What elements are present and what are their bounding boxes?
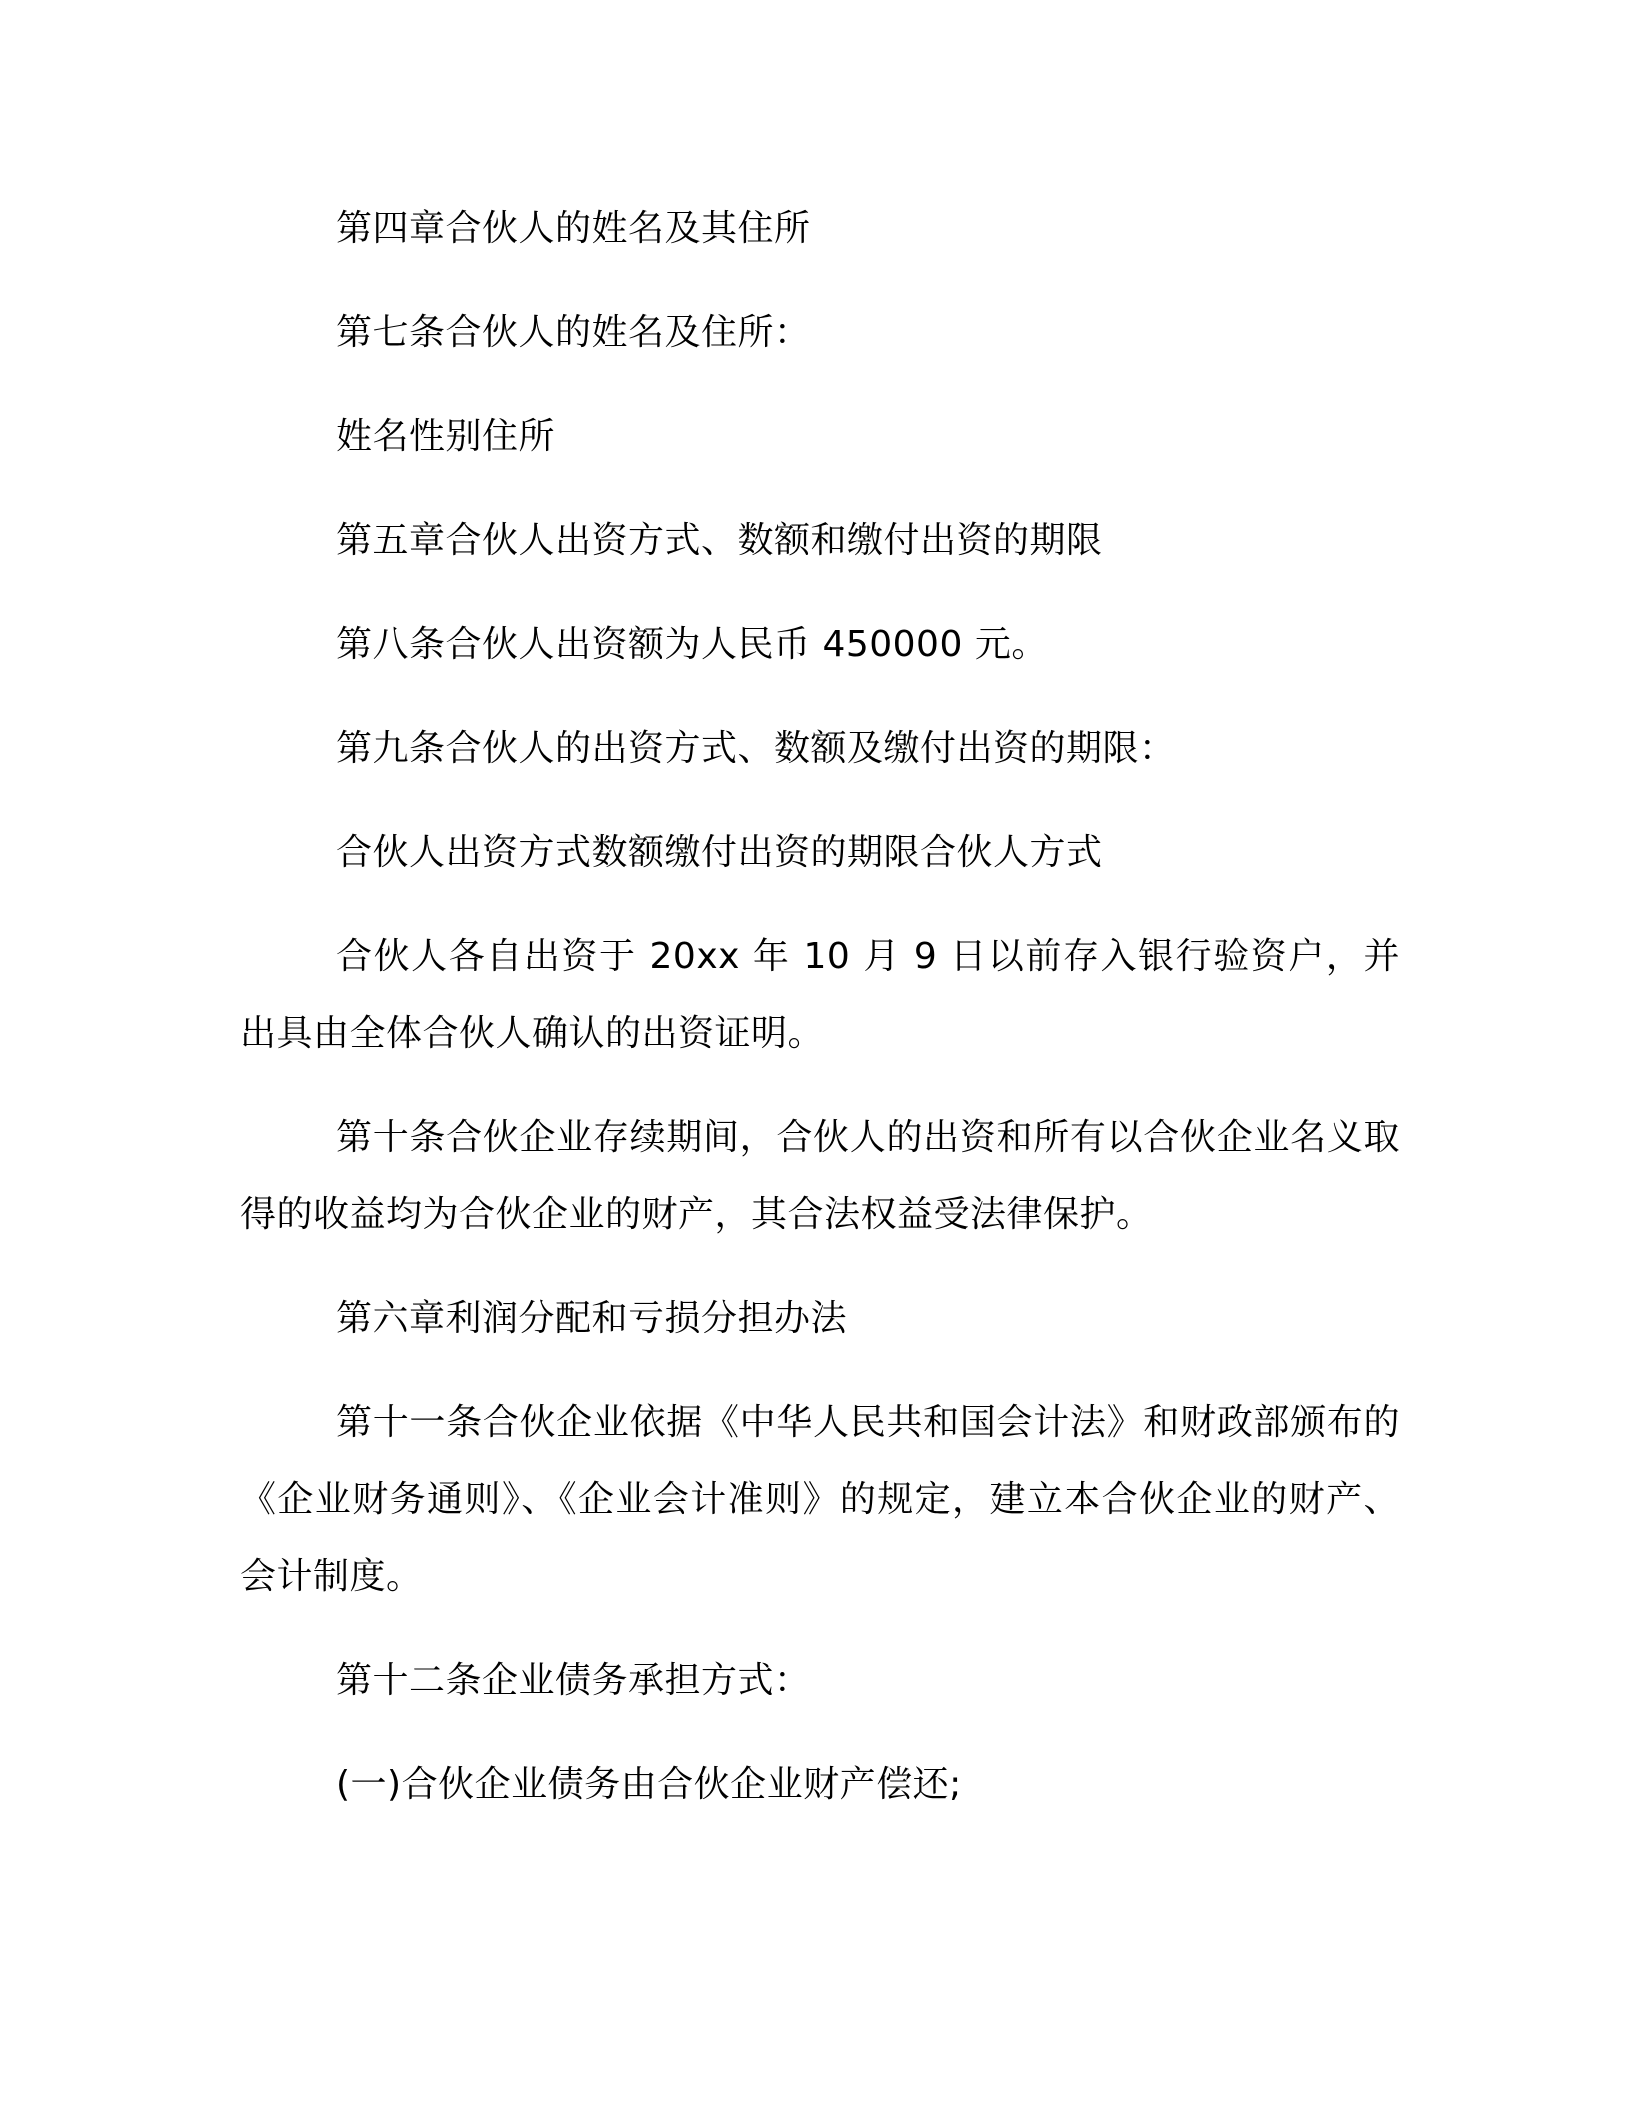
article-8: 第八条合伙人出资额为人民币 450000 元。 [336,624,1048,665]
contribution-deposit-paragraph: 合伙人各自出资于 20xx 年 10 月 9 日以前存入银行验资户，并出具由全体合伙人确认的出资证明。 [240,936,1400,1054]
document-body [240,190,1400,1823]
chapter-5-heading: 第五章合伙人出资方式、数额和缴付出资的期限 [336,520,1103,561]
article-12: 第十二条企业债务承担方式： [336,1660,811,1701]
chapter-6-heading: 第六章利润分配和亏损分担办法 [336,1298,848,1339]
partner-table-header: 姓名性别住所 [336,416,556,457]
article-7: 第七条合伙人的姓名及住所： [336,312,811,353]
article-11: 第十一条合伙企业依据《中华人民共和国会计法》和财政部颁布的《企业财务通则》、《企业会计准则》的规定，建立本合伙企业的财产、会计制度。 [240,1402,1400,1597]
article-10: 第十条合伙企业存续期间，合伙人的出资和所有以合伙企业名义取得的收益均为合伙企业的财产，其合法权益受法律保护。 [240,1117,1400,1235]
contribution-table-header: 合伙人出资方式数额缴付出资的期限合伙人方式 [336,832,1103,873]
article-9: 第九条合伙人的出资方式、数额及缴付出资的期限： [336,728,1176,769]
chapter-4-heading: 第四章合伙人的姓名及其住所 [336,208,811,249]
article-12-item-1: (一)合伙企业债务由合伙企业财产偿还; [336,1764,962,1805]
